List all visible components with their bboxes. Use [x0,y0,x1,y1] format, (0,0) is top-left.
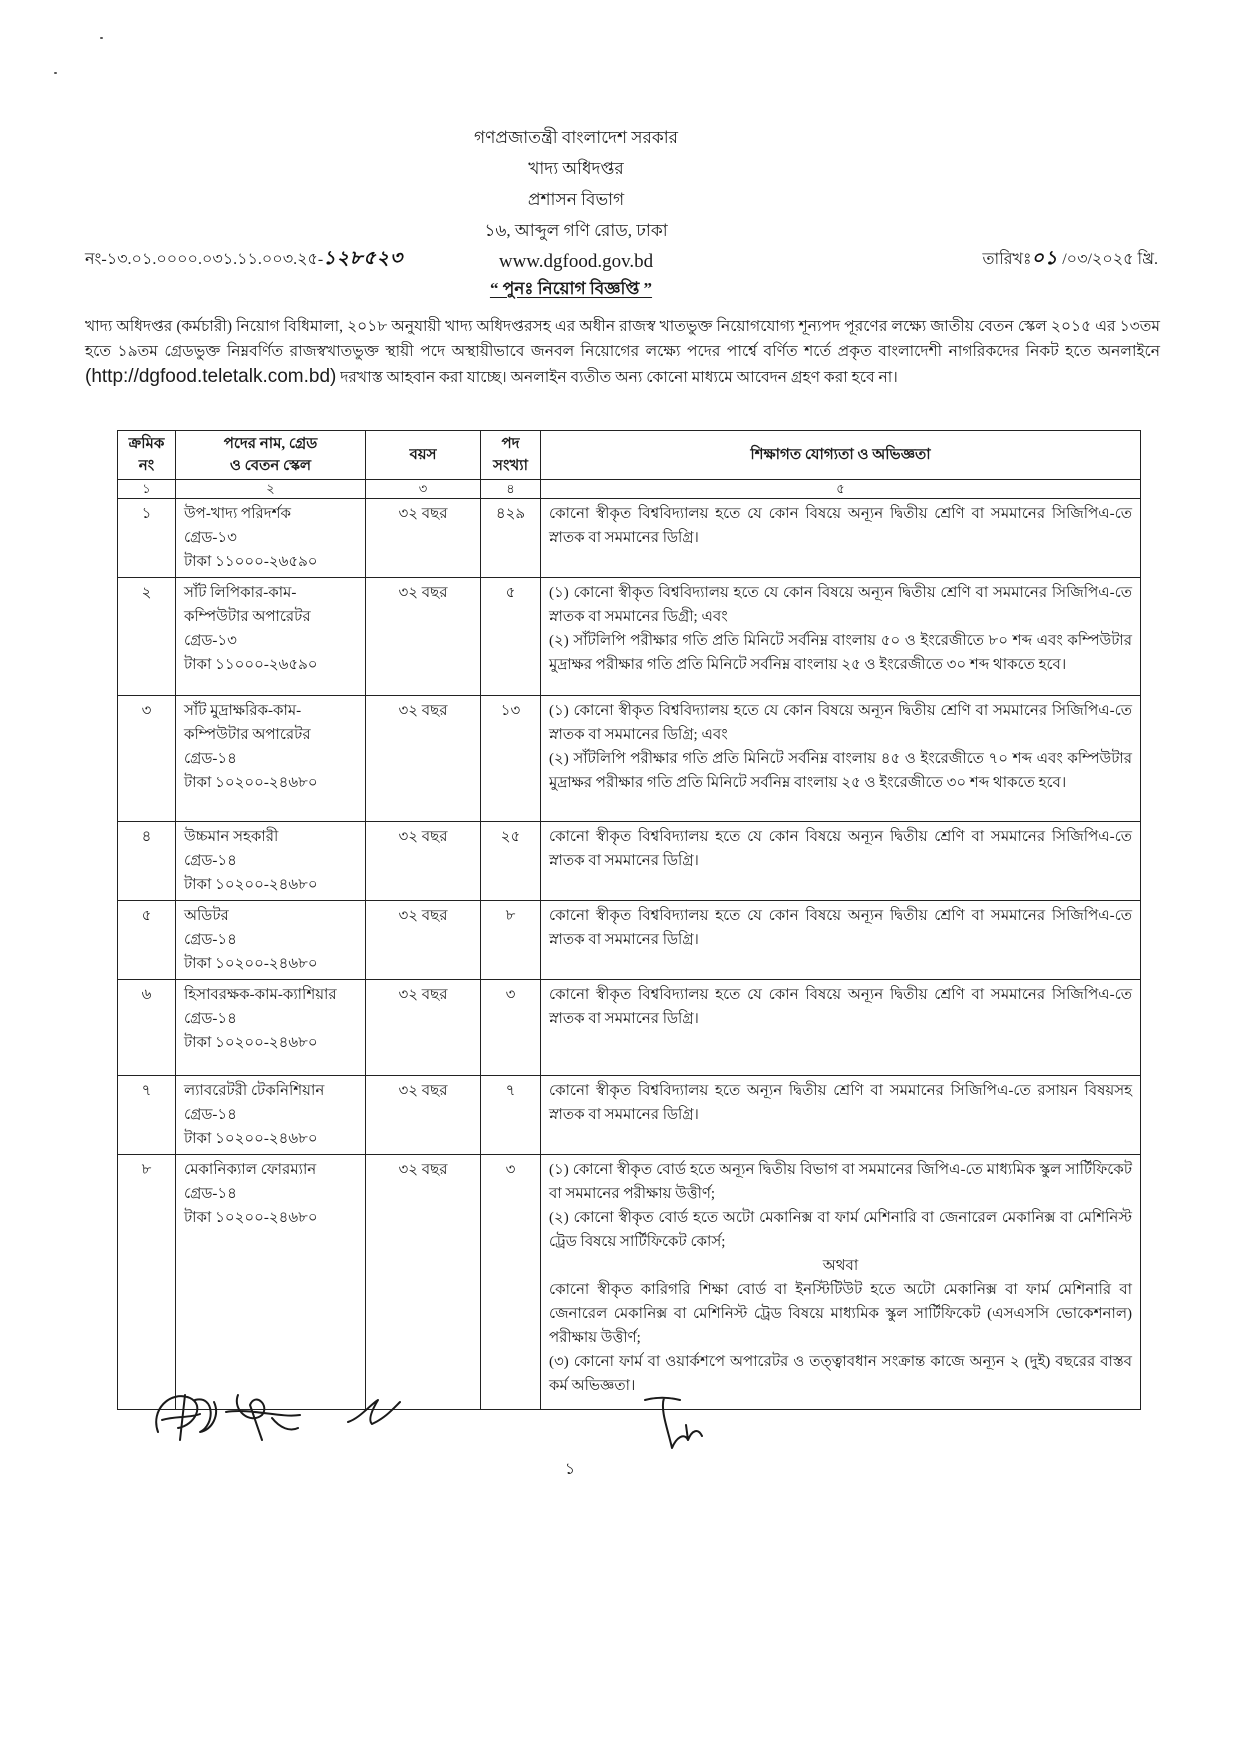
signatures [0,1370,1242,1470]
count-cell [481,901,541,980]
age-limit: ৩২ বছর [398,506,448,522]
serial-cell [118,1076,176,1155]
post-name: হিসাবরক্ষক-কাম-ক্যাশিয়ার [184,987,337,1003]
post-count: ২৫ [500,829,521,845]
post-grade: গ্রেড-১৪ [184,932,237,948]
intro-text-end: দরখাস্ত আহবান করা যাচ্ছে। অনলাইন ব্যতীত অন্য কোনো মাধ্যমে আবেদন গ্রহণ করা হবে না। [336,369,898,386]
age-cell [366,901,481,980]
qualification-cell [541,980,1141,1076]
column-number: ৩ [366,480,481,499]
count-cell [481,696,541,822]
table-row [118,980,1141,1076]
qualification-text: কোনো স্বীকৃত বিশ্ববিদ্যালয় হতে অন্যূন দ্বিতীয় শ্রেণি বা সমমানের সিজিপিএ-তে রসায়ন বিষয়সহ স্নাতক বা সমমানের ডিগ্রি। [549,1083,1132,1123]
post-count: ৪২৯ [495,506,526,522]
age-limit: ৩২ বছর [398,829,448,845]
intro-paragraph [85,314,1160,390]
header-serial-line2: নং [138,458,155,474]
post-name: অডিটর [184,908,229,924]
post-cell [176,901,366,980]
qualification-text: কোনো স্বীকৃত বিশ্ববিদ্যালয় হতে যে কোন বিষয়ে অন্যূন দ্বিতীয় শ্রেণি বা সমমানের সিজিপিএ-তে স্নাতক বা সমমানের ডিগ্রি। [549,506,1132,546]
post-pay-scale: টাকা ১০২০০-২৪৬৮০ [184,1210,318,1226]
date-rest: /০৩/২০২৫ খ্রি. [1058,251,1158,268]
table-row [118,901,1141,980]
scan-speck [54,72,57,74]
serial-cell [118,980,176,1076]
table-row [118,1076,1141,1155]
scan-speck [100,37,103,39]
letterhead-directorate: খাদ্য অধিদপ্তর [528,159,624,178]
header-serial-line1: ক্রমিক [128,436,165,452]
qualification-text: (২) কোনো স্বীকৃত বোর্ড হতে অটো মেকানিক্স বা ফার্ম মেশিনারি বা জেনারেল মেকানিক্স বা মেশিনিস্ট ট্রেড বিষয়ে সার্টিফিকেট কোর্স; [549,1210,1132,1250]
memo-number-prefix: নং-১৩.০১.০০০০.০৩১.১১.০০৩.২৫- [85,251,324,268]
qualification-text: কোনো স্বীকৃত বিশ্ববিদ্যালয় হতে যে কোন বিষয়ে অন্যূন দ্বিতীয় শ্রেণি বা সমমানের সিজিপিএ-তে স্নাতক বা সমমানের ডিগ্রি। [549,987,1132,1027]
post-pay-scale: টাকা ১০২০০-২৪৬৮০ [184,877,318,893]
memo-number [85,246,403,272]
qualification-cell [541,696,1141,822]
post-grade: গ্রেড-১৪ [184,1186,237,1202]
age-cell [366,499,481,578]
age-cell [366,980,481,1076]
post-pay-scale: টাকা ১০২০০-২৪৬৮০ [184,1131,318,1147]
age-limit: ৩২ বছর [398,1083,448,1099]
post-name: মেকানিক্যাল ফোরম্যান [184,1162,317,1178]
serial-cell [118,696,176,822]
table-header-row [118,431,1141,480]
header-count-line1: পদ [501,436,520,452]
post-count: ৩ [505,987,516,1003]
header-post [176,431,366,480]
header-serial [118,431,176,480]
header-post-line1: পদের নাম, গ্রেড [223,436,318,452]
letterhead [376,122,776,277]
signature-3 [348,1400,400,1424]
qualification-text: (৩) কোনো ফার্ম বা ওয়ার্কশপে অপারেটর ও তত্ত্বাবধান সংক্রান্ত কাজে অন্যূন ২ (দুই) বছরের বাস্তব কর্ম অভিজ্ঞতা। [549,1354,1132,1394]
post-cell [176,822,366,901]
serial-cell [118,578,176,696]
count-cell [481,822,541,901]
memo-date [982,246,1158,272]
qualification-or: অথবা [822,1258,859,1274]
table-row [118,822,1141,901]
age-limit: ৩২ বছর [398,908,448,924]
post-grade: গ্রেড-১৪ [184,1107,237,1123]
qualification-text: কোনো স্বীকৃত বিশ্ববিদ্যালয় হতে যে কোন বিষয়ে অন্যূন দ্বিতীয় শ্রেণি বা সমমানের সিজিপিএ-তে স্নাতক বা সমমানের ডিগ্রি। [549,908,1132,948]
qualification-text: (২) সাঁটলিপি পরীক্ষার গতি প্রতি মিনিটে সর্বনিম্ন বাংলায় ৫০ ও ইংরেজীতে ৮০ শব্দ এবং কম্পিউটার মুদ্রাক্ষর পরীক্ষার গতি প্রতি মিনিটে সর্বনিম্ন বাংলায় ২৫ ও ইংরেজীতে ৩০ শব্দ থাকতে হবে। [549,633,1132,673]
qualification-cell [541,822,1141,901]
age-cell [366,1076,481,1155]
column-number-row [118,480,1141,499]
qualification-text: (১) কোনো স্বীকৃত বোর্ড হতে অন্যূন দ্বিতীয় বিভাগ বা সমমানের জিপিএ-তে মাধ্যমিক স্কুল সার্টিফিকেট বা সমমানের পরীক্ষায় উত্তীর্ণ; [549,1162,1132,1202]
post-grade: গ্রেড-১৩ [184,530,237,546]
column-number: ২ [176,480,366,499]
page-number: ১ [564,1461,576,1478]
serial-cell [118,499,176,578]
date-label: তারিখঃ [982,251,1032,268]
age-limit: ৩২ বছর [398,585,448,601]
qualification-cell [541,578,1141,696]
age-cell [366,696,481,822]
column-number: ৫ [541,480,1141,499]
header-count-line2: সংখ্যা [493,458,528,474]
post-count: ৫ [505,585,516,601]
age-cell [366,822,481,901]
letterhead-division: প্রশাসন বিভাগ [527,190,625,209]
post-count: ৭ [505,1083,516,1099]
age-limit: ৩২ বছর [398,987,448,1003]
post-pay-scale: টাকা ১১০০০-২৬৫৯০ [184,554,318,570]
post-grade: গ্রেড-১৪ [184,751,237,767]
table-row [118,696,1141,822]
post-count: ৩ [505,1162,516,1178]
qualification-text: (২) সাঁটলিপি পরীক্ষার গতি প্রতি মিনিটে সর্বনিম্ন বাংলায় ৪৫ ও ইংরেজীতে ৭০ শব্দ এবং কম্পিউটার মুদ্রাক্ষর পরীক্ষার গতি প্রতি মিনিটে সর্বনিম্ন বাংলায় ২৫ ও ইংরেজীতে ৩০ শব্দ থাকতে হবে। [549,751,1132,791]
header-qualification-line1: শিক্ষাগত যোগ্যতা ও অভিজ্ঞতা [750,447,931,463]
signature-2 [226,1395,300,1440]
notice-title [0,276,1142,302]
post-cell [176,980,366,1076]
header-count [481,431,541,480]
post-pay-scale: টাকা ১১০০০-২৬৫৯০ [184,657,318,673]
age-limit: ৩২ বছর [398,703,448,719]
date-day-handwritten: ০১ [1031,247,1059,269]
memo-number-handwritten: ১২৮৫২৩ [323,247,404,269]
column-number: ১ [118,480,176,499]
header-age-line1: বয়স [409,447,437,463]
header-qualification [541,431,1141,480]
post-pay-scale: টাকা ১০২০০-২৪৬৮০ [184,1035,318,1051]
table-row [118,499,1141,578]
serial-number: ৪ [141,829,152,845]
letterhead-government: গণপ্রজাতন্ত্রী বাংলাদেশ সরকার [473,128,679,147]
post-name: সাঁট মুদ্রাক্ষরিক-কাম-কম্পিউটার অপারেটর [184,703,311,743]
qualification-text: (১) কোনো স্বীকৃত বিশ্ববিদ্যালয় হতে যে কোন বিষয়ে অন্যূন দ্বিতীয় শ্রেণি বা সমমানের সিজিপিএ-তে স্নাতক বা সমমানের ডিগ্রী; এবং [549,585,1132,625]
table-row [118,578,1141,696]
header-post-line2: ও বেতন স্কেল [229,458,312,474]
letterhead-website: www.dgfood.gov.bd [498,251,654,272]
posts-table [117,430,1141,1410]
serial-number: ৫ [141,908,152,924]
qualification-cell [541,499,1141,578]
qualification-cell [541,1076,1141,1155]
post-pay-scale: টাকা ১০২০০-২৪৬৮০ [184,956,318,972]
qualification-cell [541,901,1141,980]
signature-1 [156,1395,216,1440]
post-name: উচ্চমান সহকারী [184,829,279,845]
qualification-text: কোনো স্বীকৃত বিশ্ববিদ্যালয় হতে যে কোন বিষয়ে অন্যূন দ্বিতীয় শ্রেণি বা সমমানের সিজিপিএ-তে স্নাতক বা সমমানের ডিগ্রি। [549,829,1132,869]
column-number: ৪ [481,480,541,499]
application-url: (http://dgfood.teletalk.com.bd) [85,366,337,387]
serial-cell [118,901,176,980]
post-grade: গ্রেড-১৩ [184,633,237,649]
count-cell [481,1076,541,1155]
signature-4 [645,1398,702,1448]
serial-number: ৮ [141,1162,152,1178]
notice-title-text: “ পুনঃ নিয়োগ বিজ্ঞপ্তি ” [489,279,653,298]
age-cell [366,578,481,696]
serial-number: ২ [141,585,152,601]
post-cell [176,499,366,578]
count-cell [481,499,541,578]
age-limit: ৩২ বছর [398,1162,448,1178]
post-cell [176,578,366,696]
post-grade: গ্রেড-১৪ [184,853,237,869]
qualification-text: (১) কোনো স্বীকৃত বিশ্ববিদ্যালয় হতে যে কোন বিষয়ে অন্যূন দ্বিতীয় শ্রেণি বা সমমানের সিজিপিএ-তে স্নাতক বা সমমানের ডিগ্রি; এবং [549,703,1132,743]
qualification-text: কোনো স্বীকৃত কারিগরি শিক্ষা বোর্ড বা ইনস্টিটিউট হতে অটো মেকানিক্স বা ফার্ম মেশিনারি বা জেনারেল মেকানিক্স বা মেশিনিস্ট ট্রেড বিষয়ে মাধ্যমিক স্কুল সার্টিফিকেট (এসএসসি ভোকেশনাল) পরীক্ষায় উত্তীর্ণ; [549,1282,1132,1346]
serial-number: ১ [141,506,152,522]
letterhead-address: ১৬, আব্দুল গণি রোড, ঢাকা [484,221,668,240]
intro-text-start: খাদ্য অধিদপ্তর (কর্মচারী) নিয়োগ বিধিমালা, ২০১৮ অনুযায়ী খাদ্য অধিদপ্তরসহ এর অধীন রাজস্ব খাতভুক্ত নিয়োগযোগ্য শূন্যপদ পূরণের লক্ষ্যে জাতীয় বেতন স্কেল ২০১৫ এর ১৩তম হতে ১৯তম গ্রেডভুক্ত নিম্নবর্ণিত রাজস্বখাতভুক্ত স্থায়ী পদে অস্থায়ীভাবে জনবল নিয়োগের লক্ষ্যে পদের পার্শ্বে বর্ণিত শর্তে প্রকৃত বাংলাদেশী নাগরিকদের নিকট হতে অনলাইনে [85,318,1160,360]
count-cell [481,980,541,1076]
post-name: সাঁট লিপিকার-কাম-কম্পিউটার অপারেটর [184,585,311,625]
count-cell [481,578,541,696]
header-age [366,431,481,480]
serial-number: ৭ [141,1083,152,1099]
serial-cell [118,822,176,901]
post-cell [176,1076,366,1155]
post-name: উপ-খাদ্য পরিদর্শক [184,506,292,522]
serial-number: ৩ [141,703,152,719]
post-grade: গ্রেড-১৪ [184,1011,237,1027]
post-name: ল্যাবরেটরী টেকনিশিয়ান [184,1083,325,1099]
post-pay-scale: টাকা ১০২০০-২৪৬৮০ [184,775,318,791]
post-count: ৮ [505,908,516,924]
post-count: ১৩ [500,703,521,719]
post-cell [176,696,366,822]
serial-number: ৬ [141,987,152,1003]
